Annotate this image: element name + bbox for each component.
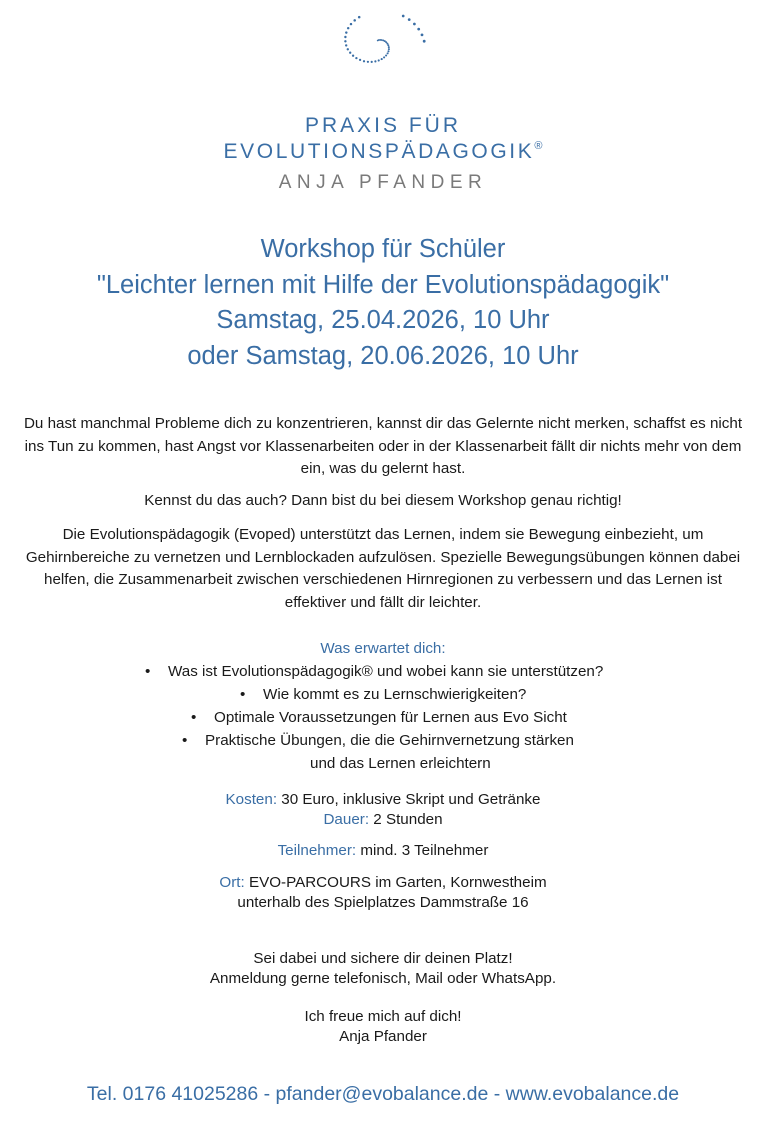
spiral-dot [344,40,346,42]
logo-text-evolutionspaedagogik: EVOLUTIONSPÄDAGOGIK® [223,140,543,163]
spiral-dot [371,61,373,63]
spiral-dot [387,52,389,54]
spiral-dot [417,28,420,31]
spiral-dot [359,59,361,61]
spiral-dot [388,48,390,50]
list-item [182,732,574,749]
spiral-dot [374,60,376,62]
spiral-dot [381,39,383,41]
duration-line [0,811,766,828]
title-line-4: oder Samstag, 20.06.2026, 10 Uhr [187,341,579,370]
workshop-title [0,232,766,374]
question-paragraph: Kennst du das auch? Dann bist du bei diesem Workshop genau richtig! [144,492,622,509]
spiral-dot [421,34,424,37]
cost-label: Kosten: [225,791,278,808]
title-line-1: Workshop für Schüler [260,235,506,263]
spiral-dot [367,61,369,63]
spiral-dot [353,19,356,22]
title-line-2: "Leichter lernen mit Hilfe der Evolutionspädagogik" [96,270,670,299]
spiral-dot [387,50,389,52]
spiral-dot [385,54,387,56]
spiral-dot [355,57,357,59]
location-label: Ort: [219,874,245,891]
spiral-dot [352,55,354,57]
cost-value: 30 Euro, inklusive Skript und Getränke [281,791,541,808]
closing-signature: Anja Pfander [339,1028,427,1045]
spiral-dot [363,60,365,62]
spiral-dot [413,23,416,26]
description-paragraph: Die Evolutionspädagogik (Evoped) unterstützt das Lernen, indem sie Bewegung einbezieht, um Gehirnbereiche zu vernetzen und Lernblockaden aufzulösen. Spezielle Bewegungsübungen können dabei helfen, die Zusammenarbeit zwischen verschiedenen Hirnregionen zu verbessern und das Lernen ist effektiver und fällt dir leichter. [25,526,741,611]
list-item [145,663,603,680]
list-item-continuation: und das Lernen erleichtern [310,755,491,772]
spiral-dots-icon [328,14,444,94]
bullet-icon: • [191,709,197,726]
spiral-dot [423,40,426,43]
location-line [0,874,766,891]
spiral-dot [381,58,383,60]
registered-mark: ® [534,140,543,152]
participants-label: Teilnehmer: [277,842,357,859]
duration-value: 2 Stunden [373,811,443,828]
list-item-text: Praktische Übungen, die die Gehirnvernetzung stärken [205,732,574,749]
list-item-text: Was ist Evolutionspädagogik® und wobei kann sie unterstützen? [168,663,604,680]
spiral-dot [408,18,411,21]
list-item-text: Wie kommt es zu Lernschwierigkeiten? [263,686,527,703]
location-value: EVO-PARCOURS im Garten, Kornwestheim [248,874,547,891]
list-item-text: Optimale Voraussetzungen für Lernen aus Evo Sicht [214,709,567,726]
spiral-dot [387,44,389,46]
spiral-dot [347,48,349,50]
bullet-icon: • [182,732,188,749]
spiral-dot [345,44,347,46]
bullet-icon: • [145,663,151,680]
expect-heading: Was erwartet dich: [320,640,446,657]
spiral-dot [378,59,380,61]
intro-paragraph: Du hast manchmal Probleme dich zu konzentrieren, kannst dir das Gelernte nicht merken, schaffst es nicht ins Tun zu kommen, hast Angst vor Klassenarbeiten oder in der Klassenarbeit fällt dir nichts mehr von dem ein, was du gelernt hast. [23,415,743,477]
spiral-dot [402,15,405,18]
cost-line [0,791,766,808]
bullet-icon: • [240,686,246,703]
spiral-dot [350,23,352,25]
spiral-dot [344,36,346,38]
location-line-2: unterhalb des Spielplatzes Dammstraße 16 [237,894,529,911]
spiral-dot [383,56,385,58]
participants-line [0,842,766,859]
duration-label: Dauer: [323,811,370,828]
spiral-dot [358,16,361,19]
list-item [240,686,526,703]
spiral-dot [345,31,347,33]
closing-line-1: Ich freue mich auf dich! [304,1008,462,1025]
title-line-3: Samstag, 25.04.2026, 10 Uhr [216,306,550,334]
participants-value: mind. 3 Teilnehmer [360,842,489,859]
spiral-dot [347,27,349,29]
spiral-dot [349,52,351,54]
spiral-dot [388,46,390,48]
cta-line-1: Sei dabei und sichere dir deinen Platz! [253,950,513,967]
logo-text-praxis: PRAXIS FÜR [304,114,462,137]
list-item [191,709,567,726]
cta-line-2: Anmeldung gerne telefonisch, Mail oder WhatsApp. [209,970,557,987]
logo-text-name: ANJA PFANDER [278,172,488,193]
contact-footer: Tel. 0176 41025286 - pfander@evobalance.de - www.evobalance.de [86,1083,680,1105]
